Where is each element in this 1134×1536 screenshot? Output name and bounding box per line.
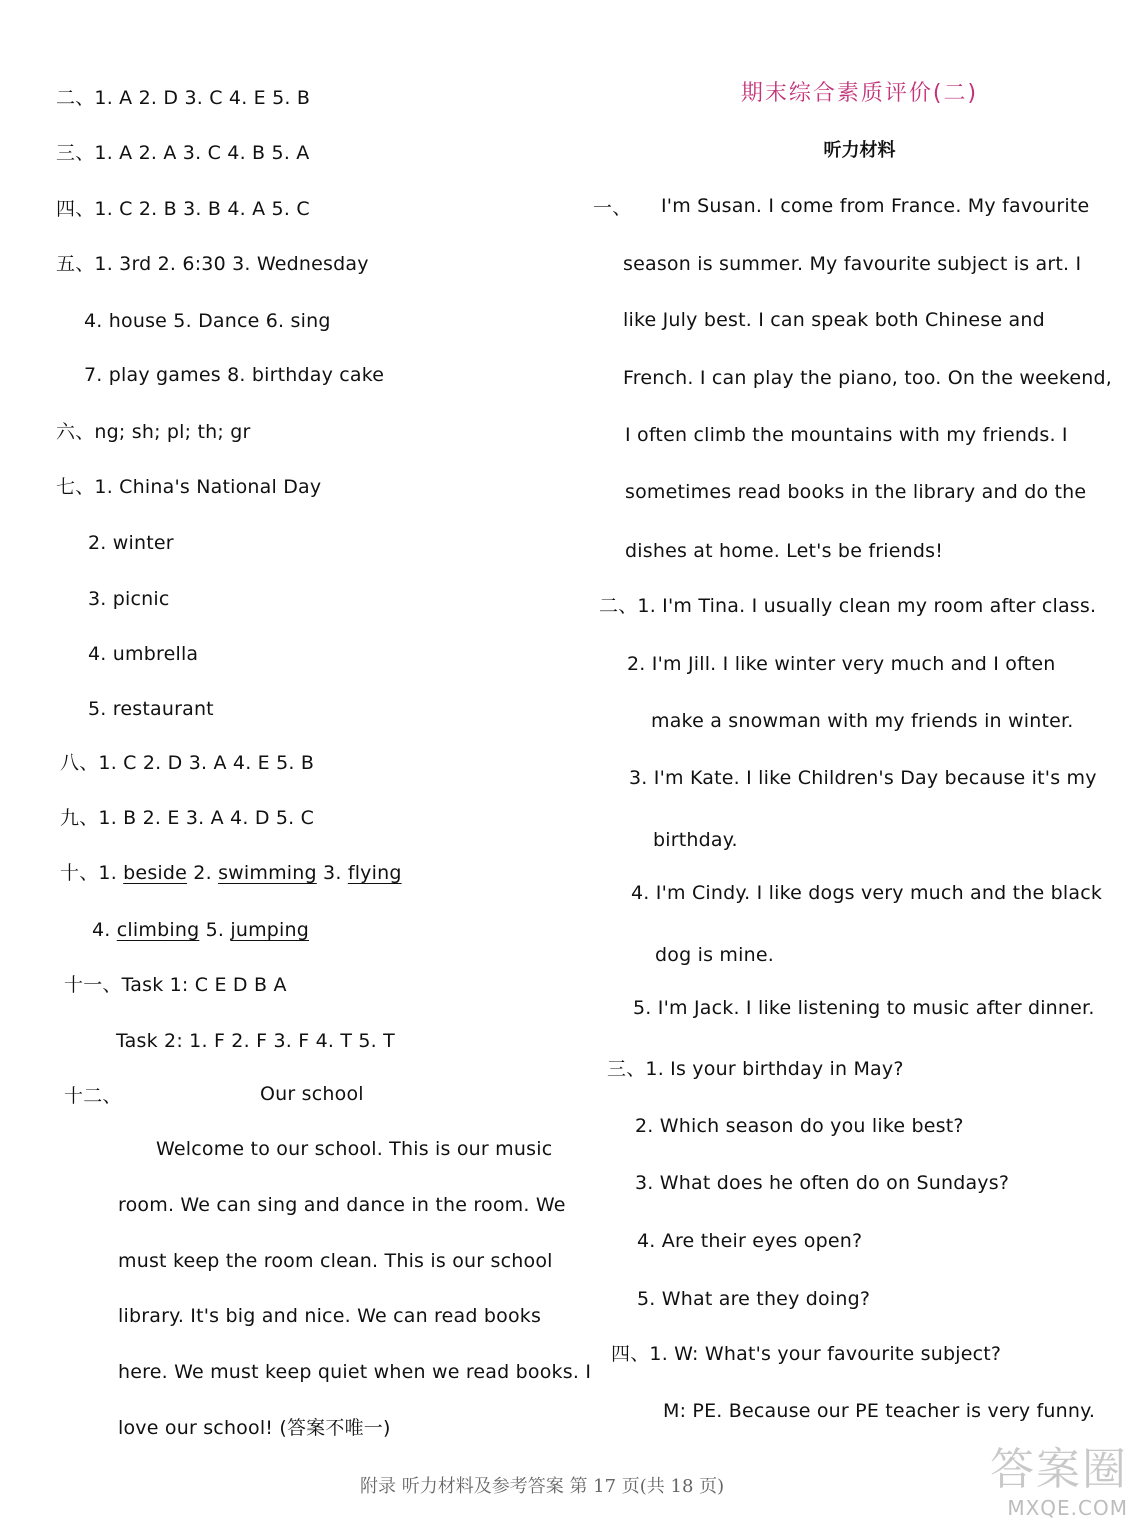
- listening-part-4-line: M: PE. Because our PE teacher is very funny.: [663, 1400, 1096, 1422]
- answer-section-7-line3: 3. picnic: [88, 588, 170, 610]
- text-fragment: 3.: [316, 862, 348, 884]
- listening-part-3-line: 5. What are they doing?: [637, 1288, 871, 1310]
- listening-part-1-label: 一、: [593, 197, 632, 219]
- essay-line: here. We must keep quiet when we read books. I: [118, 1361, 592, 1383]
- essay-line: library. It's big and nice. We can read books: [118, 1305, 542, 1327]
- text-fragment: 十、1.: [60, 862, 124, 884]
- answer-section-12-label: 十二、: [64, 1085, 122, 1107]
- answer-section-10-line2: [92, 918, 309, 942]
- answer-section-7-line4: 4. umbrella: [88, 643, 199, 665]
- answer-section-11-task1: 十一、Task 1: C E D B A: [64, 974, 287, 996]
- watermark-text: 答案圈: [990, 1444, 1128, 1495]
- text-fragment: 4.: [92, 919, 117, 941]
- answer-section-3: 三、1. A 2. A 3. C 4. B 5. A: [56, 142, 310, 164]
- essay-line: must keep the room clean. This is our school: [118, 1250, 553, 1272]
- answer-section-5-line1: 五、1. 3rd 2. 6:30 3. Wednesday: [56, 253, 369, 275]
- listening-part-1-line: French. I can play the piano, too. On the weekend,: [623, 367, 1113, 389]
- listening-part-2-line: 5. I'm Jack. I like listening to music after dinner.: [633, 997, 1095, 1019]
- answer-section-8: 八、1. C 2. D 3. A 4. E 5. B: [60, 752, 315, 774]
- answer-section-7-line1: 七、1. China's National Day: [56, 476, 322, 498]
- listening-part-1-line: like July best. I can speak both Chinese and: [623, 309, 1045, 331]
- listening-part-3-line: 2. Which season do you like best?: [635, 1115, 964, 1137]
- listening-part-1-line: sometimes read books in the library and do the: [625, 481, 1087, 503]
- answer-section-11-task2: Task 2: 1. F 2. F 3. F 4. T 5. T: [116, 1030, 395, 1052]
- answer-section-7-line5: 5. restaurant: [88, 698, 214, 720]
- listening-part-2-line: make a snowman with my friends in winter.: [651, 710, 1074, 732]
- section-subtitle: 听力材料: [823, 140, 896, 161]
- answer-section-5-line3: 7. play games 8. birthday cake: [84, 364, 385, 386]
- answer-word-swimming: swimming: [218, 862, 317, 884]
- page-title: 期末综合素质评价(二): [740, 81, 979, 106]
- listening-part-2-line: birthday.: [653, 829, 738, 851]
- essay-line: love our school! (答案不唯一): [118, 1417, 391, 1439]
- listening-part-2-line: 3. I'm Kate. I like Children's Day because it's my: [629, 767, 1097, 789]
- answer-word-jumping: jumping: [230, 919, 310, 941]
- text-fragment: 2.: [187, 862, 219, 884]
- listening-part-3-line: 三、1. Is your birthday in May?: [607, 1058, 904, 1080]
- answer-section-10-line1: [60, 861, 402, 885]
- listening-part-1-line: dishes at home. Let's be friends!: [625, 540, 944, 562]
- answer-section-5-line2: 4. house 5. Dance 6. sing: [84, 310, 331, 332]
- listening-part-2-line: dog is mine.: [655, 944, 774, 966]
- answer-section-4: 四、1. C 2. B 3. B 4. A 5. C: [56, 198, 310, 220]
- essay-title: Our school: [260, 1083, 364, 1105]
- listening-part-2-line: 2. I'm Jill. I like winter very much and I often: [627, 653, 1056, 675]
- listening-part-2-line: 4. I'm Cindy. I like dogs very much and the black: [631, 882, 1103, 904]
- listening-part-3-line: 3. What does he often do on Sundays?: [635, 1172, 1010, 1194]
- answer-section-6: 六、ng; sh; pl; th; gr: [56, 421, 251, 443]
- answer-word-beside: beside: [123, 862, 188, 884]
- listening-part-1-line: I'm Susan. I come from France. My favourite: [661, 195, 1090, 217]
- listening-part-4-line: 四、1. W: What's your favourite subject?: [611, 1343, 1002, 1365]
- answer-word-flying: flying: [347, 862, 402, 884]
- essay-line: room. We can sing and dance in the room. We: [118, 1194, 566, 1216]
- page-footer: 附录 听力材料及参考答案 第 17 页(共 18 页): [360, 1476, 725, 1497]
- watermark-logo: [952, 1444, 1128, 1532]
- text-fragment: 5.: [199, 919, 231, 941]
- answer-word-climbing: climbing: [116, 919, 200, 941]
- answer-section-2: 二、1. A 2. D 3. C 4. E 5. B: [56, 87, 311, 109]
- answer-section-9: 九、1. B 2. E 3. A 4. D 5. C: [60, 807, 315, 829]
- listening-part-1-line: I often climb the mountains with my friends. I: [625, 424, 1068, 446]
- listening-part-1-line: season is summer. My favourite subject is art. I: [623, 253, 1082, 275]
- watermark-url: MXQE.COM: [1007, 1496, 1128, 1520]
- listening-part-2-line: 二、1. I'm Tina. I usually clean my room after class.: [599, 595, 1097, 617]
- essay-line: Welcome to our school. This is our music: [156, 1138, 553, 1160]
- listening-part-3-line: 4. Are their eyes open?: [637, 1230, 863, 1252]
- answer-section-7-line2: 2. winter: [88, 532, 174, 554]
